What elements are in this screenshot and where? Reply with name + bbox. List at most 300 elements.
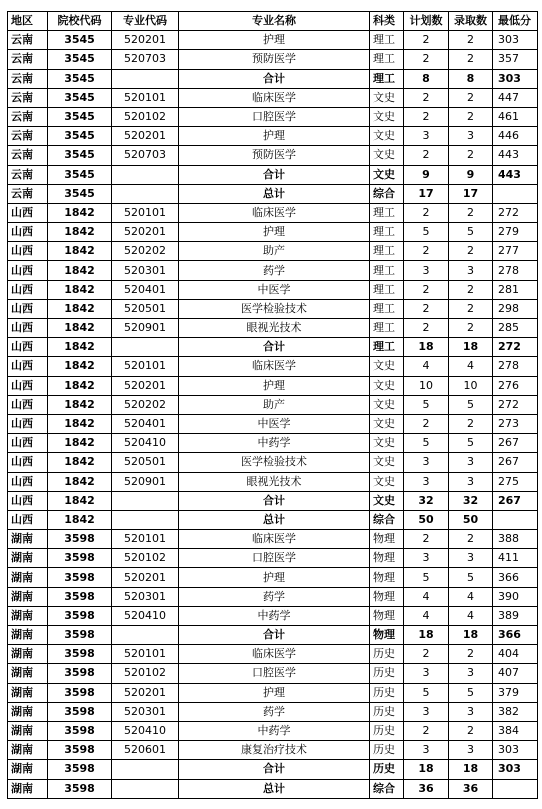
cell-min-score: 303 [493,31,538,50]
cell-school-code: 3545 [48,127,112,146]
cell-plan-count: 4 [404,606,449,625]
table-row [8,683,538,702]
cell-region: 山西 [8,319,48,338]
cell-school-code: 1842 [48,395,112,414]
cell-plan-count: 2 [404,203,449,222]
cell-plan-count: 4 [404,357,449,376]
cell-region: 云南 [8,50,48,69]
cell-min-score: 407 [493,664,538,683]
cell-admit-count: 5 [449,223,493,242]
cell-major-name: 中药学 [179,606,370,625]
cell-major-name: 助产 [179,242,370,261]
cell-school-code: 1842 [48,242,112,261]
cell-major-name: 临床医学 [179,203,370,222]
cell-admit-count: 4 [449,357,493,376]
cell-region: 山西 [8,242,48,261]
cell-school-code: 3598 [48,626,112,645]
cell-major-code: 520601 [112,741,179,760]
cell-school-code: 3598 [48,530,112,549]
cell-plan-count: 5 [404,683,449,702]
cell-category: 文史 [370,357,404,376]
cell-category: 文史 [370,472,404,491]
cell-min-score: 382 [493,702,538,721]
cell-region: 云南 [8,127,48,146]
cell-category: 历史 [370,760,404,779]
cell-major-name: 临床医学 [179,88,370,107]
cell-school-code: 3545 [48,50,112,69]
cell-category: 文史 [370,107,404,126]
cell-major-name: 护理 [179,223,370,242]
table-row [8,549,538,568]
cell-major-code: 520101 [112,357,179,376]
cell-admit-count: 2 [449,242,493,261]
cell-min-score: 384 [493,721,538,740]
header-school-code: 院校代码 [48,12,112,31]
table-row [8,203,538,222]
cell-min-score: 366 [493,626,538,645]
cell-major-name: 口腔医学 [179,549,370,568]
table-row [8,587,538,606]
cell-major-name: 护理 [179,376,370,395]
cell-category: 物理 [370,530,404,549]
cell-min-score: 404 [493,645,538,664]
cell-min-score: 298 [493,299,538,318]
cell-major-name: 合计 [179,165,370,184]
cell-category: 历史 [370,645,404,664]
cell-min-score: 389 [493,606,538,625]
cell-admit-count: 18 [449,626,493,645]
cell-major-code: 520101 [112,203,179,222]
cell-min-score: 285 [493,319,538,338]
cell-major-code [112,779,179,798]
cell-region: 湖南 [8,530,48,549]
cell-major-name: 合计 [179,491,370,510]
cell-plan-count: 5 [404,395,449,414]
cell-min-score [493,510,538,529]
cell-plan-count: 2 [404,50,449,69]
cell-plan-count: 3 [404,664,449,683]
cell-plan-count: 2 [404,299,449,318]
cell-major-name: 护理 [179,683,370,702]
cell-admit-count: 3 [449,261,493,280]
cell-min-score: 275 [493,472,538,491]
cell-region: 云南 [8,107,48,126]
cell-major-name: 临床医学 [179,530,370,549]
table-row [8,299,538,318]
table-row [8,376,538,395]
table-row [8,606,538,625]
cell-admit-count: 3 [449,549,493,568]
cell-min-score: 379 [493,683,538,702]
cell-major-code: 520201 [112,376,179,395]
table-row [8,434,538,453]
table-row [8,721,538,740]
cell-school-code: 3598 [48,683,112,702]
table-row [8,626,538,645]
table-row [8,568,538,587]
table-row [8,395,538,414]
cell-major-code: 520102 [112,107,179,126]
cell-min-score: 366 [493,568,538,587]
cell-min-score: 388 [493,530,538,549]
cell-region: 云南 [8,146,48,165]
cell-region: 湖南 [8,741,48,760]
cell-min-score [493,779,538,798]
cell-plan-count: 50 [404,510,449,529]
cell-category: 理工 [370,280,404,299]
cell-region: 山西 [8,434,48,453]
header-region: 地区 [8,12,48,31]
cell-major-name: 中医学 [179,280,370,299]
cell-plan-count: 18 [404,626,449,645]
cell-major-code [112,510,179,529]
cell-category: 文史 [370,146,404,165]
cell-major-name: 中医学 [179,414,370,433]
cell-region: 山西 [8,357,48,376]
cell-category: 理工 [370,319,404,338]
cell-school-code: 3598 [48,721,112,740]
table-row [8,760,538,779]
cell-school-code: 3598 [48,779,112,798]
table-row [8,338,538,357]
cell-school-code: 1842 [48,376,112,395]
cell-plan-count: 5 [404,223,449,242]
cell-major-name: 助产 [179,395,370,414]
cell-plan-count: 2 [404,645,449,664]
cell-min-score: 276 [493,376,538,395]
cell-school-code: 1842 [48,280,112,299]
cell-min-score: 461 [493,107,538,126]
cell-plan-count: 2 [404,88,449,107]
cell-major-code: 520201 [112,683,179,702]
cell-major-code: 520102 [112,664,179,683]
cell-major-name: 合计 [179,760,370,779]
table-row [8,127,538,146]
cell-major-name: 护理 [179,127,370,146]
cell-plan-count: 3 [404,741,449,760]
cell-category: 文史 [370,88,404,107]
cell-admit-count: 2 [449,50,493,69]
cell-school-code: 3545 [48,69,112,88]
table-row [8,319,538,338]
cell-min-score: 272 [493,203,538,222]
cell-major-code [112,165,179,184]
cell-school-code: 1842 [48,319,112,338]
cell-school-code: 1842 [48,491,112,510]
cell-admit-count: 2 [449,203,493,222]
cell-admit-count: 2 [449,146,493,165]
cell-category: 理工 [370,338,404,357]
cell-region: 山西 [8,491,48,510]
table-row [8,261,538,280]
cell-school-code: 1842 [48,357,112,376]
cell-major-name: 护理 [179,568,370,587]
cell-category: 理工 [370,31,404,50]
cell-major-code [112,338,179,357]
cell-min-score: 278 [493,261,538,280]
cell-major-code: 520410 [112,721,179,740]
cell-admit-count: 32 [449,491,493,510]
cell-min-score: 273 [493,414,538,433]
cell-region: 湖南 [8,760,48,779]
table-row [8,472,538,491]
cell-region: 云南 [8,31,48,50]
cell-school-code: 3545 [48,107,112,126]
cell-major-code: 520301 [112,702,179,721]
cell-region: 湖南 [8,606,48,625]
cell-school-code: 1842 [48,510,112,529]
cell-plan-count: 2 [404,31,449,50]
cell-major-name: 眼视光技术 [179,472,370,491]
cell-plan-count: 2 [404,721,449,740]
cell-major-name: 药学 [179,587,370,606]
cell-region: 湖南 [8,664,48,683]
cell-category: 历史 [370,664,404,683]
cell-admit-count: 2 [449,319,493,338]
header-admit-count: 录取数 [449,12,493,31]
cell-min-score: 443 [493,146,538,165]
cell-admit-count: 5 [449,395,493,414]
cell-min-score: 446 [493,127,538,146]
cell-admit-count: 3 [449,127,493,146]
cell-region: 湖南 [8,568,48,587]
cell-school-code: 3598 [48,568,112,587]
cell-category: 文史 [370,414,404,433]
cell-major-code: 520401 [112,280,179,299]
cell-category: 综合 [370,779,404,798]
cell-category: 文史 [370,127,404,146]
cell-plan-count: 8 [404,69,449,88]
cell-school-code: 1842 [48,434,112,453]
cell-plan-count: 5 [404,568,449,587]
cell-region: 湖南 [8,683,48,702]
cell-school-code: 1842 [48,453,112,472]
cell-region: 山西 [8,261,48,280]
cell-category: 理工 [370,69,404,88]
cell-admit-count: 9 [449,165,493,184]
cell-plan-count: 2 [404,146,449,165]
table-row [8,779,538,798]
cell-region: 山西 [8,299,48,318]
cell-category: 物理 [370,587,404,606]
cell-school-code: 3598 [48,549,112,568]
cell-admit-count: 2 [449,721,493,740]
header-category: 科类 [370,12,404,31]
table-row [8,414,538,433]
cell-min-score: 272 [493,395,538,414]
admission-table [7,11,538,799]
cell-admit-count: 2 [449,31,493,50]
cell-school-code: 1842 [48,261,112,280]
cell-plan-count: 10 [404,376,449,395]
table-row [8,453,538,472]
table-row [8,107,538,126]
cell-region: 湖南 [8,587,48,606]
cell-admit-count: 2 [449,299,493,318]
cell-major-code: 520410 [112,434,179,453]
cell-plan-count: 2 [404,530,449,549]
cell-plan-count: 3 [404,261,449,280]
cell-plan-count: 3 [404,702,449,721]
table-row [8,165,538,184]
table-row [8,88,538,107]
cell-plan-count: 9 [404,165,449,184]
table-row [8,242,538,261]
cell-major-name: 药学 [179,702,370,721]
cell-plan-count: 32 [404,491,449,510]
cell-admit-count: 3 [449,702,493,721]
cell-min-score: 281 [493,280,538,299]
cell-category: 历史 [370,741,404,760]
cell-school-code: 1842 [48,299,112,318]
cell-plan-count: 2 [404,280,449,299]
cell-major-code: 520101 [112,88,179,107]
cell-min-score: 447 [493,88,538,107]
cell-min-score: 278 [493,357,538,376]
cell-region: 山西 [8,510,48,529]
cell-category: 历史 [370,702,404,721]
cell-school-code: 1842 [48,414,112,433]
cell-admit-count: 3 [449,453,493,472]
cell-major-name: 总计 [179,779,370,798]
header-row [8,12,538,31]
cell-plan-count: 2 [404,107,449,126]
table-body [8,31,538,799]
cell-region: 山西 [8,472,48,491]
cell-admit-count: 2 [449,530,493,549]
cell-min-score: 411 [493,549,538,568]
cell-region: 云南 [8,88,48,107]
cell-region: 山西 [8,395,48,414]
cell-admit-count: 10 [449,376,493,395]
cell-plan-count: 2 [404,319,449,338]
cell-plan-count: 3 [404,472,449,491]
cell-admit-count: 5 [449,568,493,587]
cell-category: 物理 [370,626,404,645]
cell-min-score: 277 [493,242,538,261]
header-plan-count: 计划数 [404,12,449,31]
cell-plan-count: 36 [404,779,449,798]
cell-admit-count: 3 [449,741,493,760]
cell-category: 历史 [370,683,404,702]
cell-plan-count: 3 [404,127,449,146]
cell-admit-count: 2 [449,645,493,664]
cell-admit-count: 2 [449,88,493,107]
cell-major-code: 520501 [112,453,179,472]
cell-major-code [112,69,179,88]
cell-category: 文史 [370,453,404,472]
cell-admit-count: 8 [449,69,493,88]
cell-school-code: 1842 [48,203,112,222]
cell-min-score: 443 [493,165,538,184]
table-row [8,69,538,88]
table-row [8,223,538,242]
cell-region: 山西 [8,280,48,299]
cell-major-code: 520201 [112,223,179,242]
table-row [8,146,538,165]
cell-category: 综合 [370,510,404,529]
table-row [8,530,538,549]
cell-major-name: 药学 [179,261,370,280]
cell-major-name: 临床医学 [179,645,370,664]
cell-admit-count: 4 [449,587,493,606]
cell-major-code [112,760,179,779]
cell-min-score: 357 [493,50,538,69]
cell-min-score: 279 [493,223,538,242]
cell-admit-count: 2 [449,414,493,433]
cell-min-score: 303 [493,741,538,760]
cell-school-code: 1842 [48,223,112,242]
cell-min-score: 272 [493,338,538,357]
cell-school-code: 3545 [48,165,112,184]
cell-school-code: 3598 [48,606,112,625]
cell-major-code: 520101 [112,530,179,549]
cell-major-code: 520501 [112,299,179,318]
cell-plan-count: 5 [404,434,449,453]
cell-category: 文史 [370,434,404,453]
cell-major-name: 临床医学 [179,357,370,376]
cell-major-name: 预防医学 [179,146,370,165]
cell-plan-count: 2 [404,414,449,433]
table-row [8,702,538,721]
table-row [8,50,538,69]
cell-school-code: 3598 [48,587,112,606]
cell-admit-count: 2 [449,107,493,126]
cell-major-code: 520201 [112,127,179,146]
cell-min-score: 267 [493,491,538,510]
cell-major-name: 医学检验技术 [179,299,370,318]
cell-region: 湖南 [8,626,48,645]
cell-min-score: 303 [493,760,538,779]
cell-region: 山西 [8,223,48,242]
cell-major-name: 口腔医学 [179,664,370,683]
table-row [8,357,538,376]
table-row [8,280,538,299]
cell-region: 山西 [8,203,48,222]
cell-admit-count: 50 [449,510,493,529]
header-major-name: 专业名称 [179,12,370,31]
cell-category: 理工 [370,261,404,280]
cell-school-code: 3598 [48,702,112,721]
cell-major-code: 520101 [112,645,179,664]
cell-category: 理工 [370,203,404,222]
cell-category: 理工 [370,50,404,69]
table-row [8,184,538,203]
cell-plan-count: 17 [404,184,449,203]
cell-major-name: 医学检验技术 [179,453,370,472]
cell-admit-count: 5 [449,434,493,453]
cell-plan-count: 18 [404,338,449,357]
cell-category: 文史 [370,376,404,395]
cell-major-name: 总计 [179,184,370,203]
cell-major-code: 520301 [112,587,179,606]
cell-school-code: 3545 [48,88,112,107]
cell-major-name: 中药学 [179,721,370,740]
cell-region: 湖南 [8,702,48,721]
cell-major-code: 520401 [112,414,179,433]
cell-major-name: 合计 [179,69,370,88]
table-row [8,31,538,50]
cell-school-code: 3598 [48,664,112,683]
cell-region: 山西 [8,453,48,472]
cell-major-code: 520301 [112,261,179,280]
cell-category: 物理 [370,606,404,625]
cell-category: 历史 [370,721,404,740]
cell-major-name: 预防医学 [179,50,370,69]
cell-min-score: 390 [493,587,538,606]
cell-plan-count: 3 [404,453,449,472]
table-row [8,645,538,664]
